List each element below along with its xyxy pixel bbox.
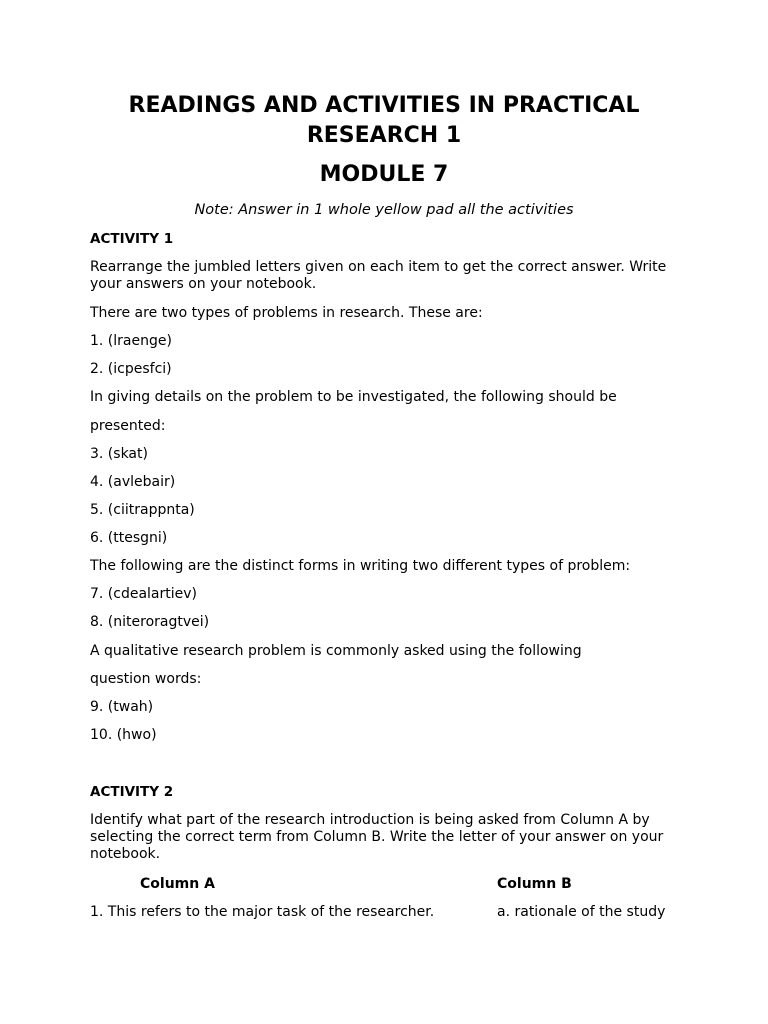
note-text: Note: Answer in 1 whole yellow pad all the activities: [194, 202, 574, 218]
list-item: 9. (twah): [90, 699, 154, 715]
list-item: 1. (lraenge): [90, 333, 172, 349]
list-item: 3. (skat): [90, 446, 148, 462]
list-item: 5. (ciitrappnta): [90, 502, 195, 518]
column-a-header: Column A: [140, 876, 215, 892]
list-item: 4. (avlebair): [90, 474, 176, 490]
problem-details-line-1: In giving details on the problem to be investigated, the following should be: [90, 389, 617, 405]
problem-details-line-2: presented:: [90, 418, 166, 434]
list-item: 2. (icpesfci): [90, 361, 172, 377]
document-title: READINGS AND ACTIVITIES IN PRACTICAL RESEARCH 1: [128, 93, 640, 148]
activity-2-instructions: Identify what part of the research introduction is being asked from Column A by selecting the correct term from Column B. Write the letter of your answer on your notebook.: [90, 812, 664, 862]
column-b-header: Column B: [497, 876, 572, 892]
column-b-item: a. rationale of the study: [497, 904, 666, 920]
list-item: 8. (niteroragtvei): [90, 614, 210, 630]
list-item: 10. (hwo): [90, 727, 157, 743]
column-a-item: 1. This refers to the major task of the researcher.: [90, 904, 435, 920]
qualitative-text-line-2: question words:: [90, 671, 202, 687]
activity-1-heading: ACTIVITY 1: [90, 231, 174, 247]
problem-forms-text: The following are the distinct forms in writing two different types of problem:: [90, 558, 631, 574]
list-item: 7. (cdealartiev): [90, 586, 198, 602]
list-item: 6. (ttesgni): [90, 530, 168, 546]
module-heading: MODULE 7: [319, 162, 449, 187]
problem-types-intro: There are two types of problems in research. These are:: [90, 305, 483, 321]
activity-2-heading: ACTIVITY 2: [90, 784, 174, 800]
qualitative-text-line-1: A qualitative research problem is commonly asked using the following: [90, 643, 582, 659]
activity-1-instructions: Rearrange the jumbled letters given on each item to get the correct answer. Write your answers on your notebook.: [90, 259, 667, 292]
